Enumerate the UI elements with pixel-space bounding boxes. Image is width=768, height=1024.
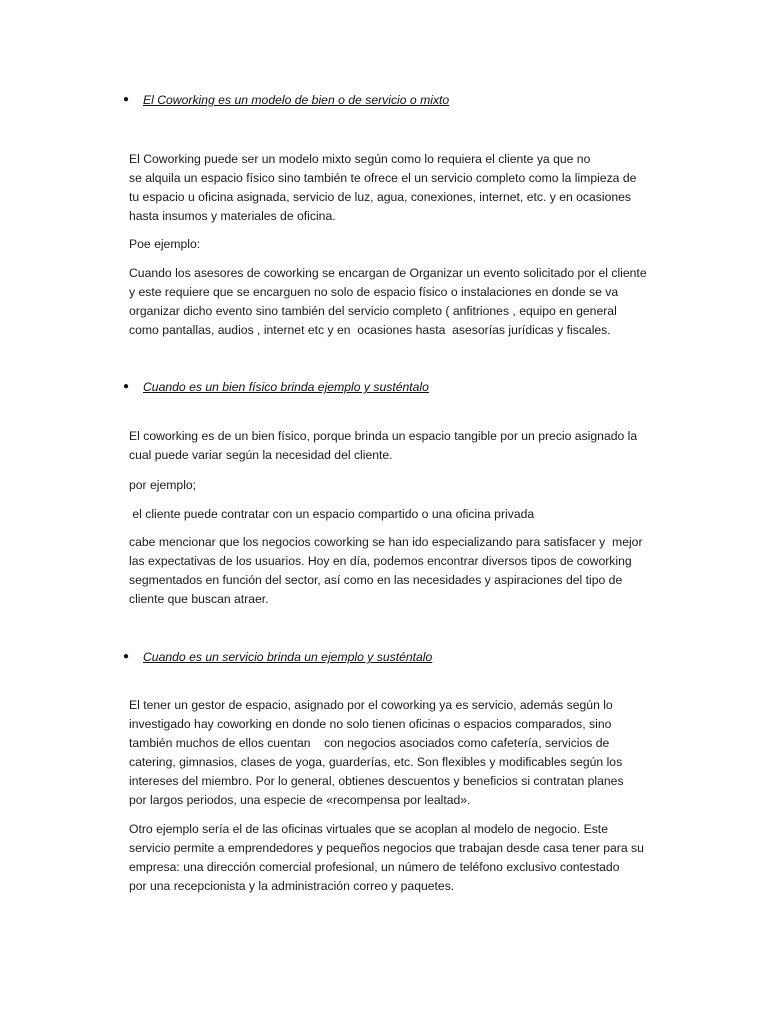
paragraph	[129, 476, 669, 495]
heading-text: Cuando es un bien físico brinda ejemplo y susténtalo	[143, 380, 429, 394]
section-heading-1	[123, 93, 450, 107]
text-line: El tener un gestor de espacio, asignado por el coworking ya es servicio, además según lo	[129, 698, 613, 712]
text-line: organizar dicho evento sino también del servicio completo ( anfitriones , equipo en general	[129, 304, 617, 318]
text-line: también muchos de ellos cuentan con negocios asociados como cafetería, servicios de	[129, 736, 610, 750]
text-line: Cuando los asesores de coworking se encargan de Organizar un evento solicitado por el cliente	[129, 266, 647, 280]
text-line: por largos periodos, una especie de «recompensa por lealtad».	[129, 793, 471, 807]
text-line: cliente que buscan atraer.	[129, 592, 269, 606]
text-line: catering, gimnasios, clases de yoga, guarderías, etc. Son flexibles y modificables según los	[129, 755, 623, 769]
text-line: El coworking es de un bien físico, porque brinda un espacio tangible por un precio asignado la	[129, 429, 638, 443]
bullet-icon: ●	[123, 651, 130, 662]
text-line: por una recepcionista y la administración correo y paquetes.	[129, 879, 455, 893]
paragraph	[129, 150, 669, 226]
heading-text: El Coworking es un modelo de bien o de servicio o mixto	[143, 93, 450, 107]
paragraph	[129, 820, 669, 896]
text-line: intereses del miembro. Por lo general, obtienes descuentos y beneficios si contratan planes	[129, 774, 624, 788]
text-line: Otro ejemplo sería el de las oficinas virtuales que se acoplan al modelo de negocio. Este	[129, 822, 608, 836]
text-line: y este requiere que se encarguen no solo de espacio físico o instalaciones en donde se va	[129, 285, 619, 299]
bullet-icon: ●	[123, 94, 130, 105]
text-line: empresa: una dirección comercial profesional, un número de teléfono exclusivo contestado	[129, 860, 620, 874]
text-line: Poe ejemplo:	[129, 237, 201, 251]
section-heading-3	[123, 650, 433, 664]
text-line: por ejemplo;	[129, 478, 197, 492]
text-line: tu espacio u oficina asignada, servicio de luz, agua, conexiones, internet, etc. y en ocasiones	[129, 190, 632, 204]
paragraph	[129, 696, 669, 810]
text-line: se alquila un espacio físico sino también te ofrece el un servicio completo como la limpieza de	[129, 171, 637, 185]
paragraph	[129, 235, 669, 254]
bullet-icon: ●	[123, 381, 130, 392]
text-line: las expectativas de los usuarios. Hoy en día, podemos encontrar diversos tipos de coworking	[129, 554, 632, 568]
paragraph	[129, 533, 669, 609]
text-line: el cliente puede contratar con un espacio compartido o una oficina privada	[129, 507, 535, 521]
section-heading-2	[123, 380, 429, 394]
text-line: hasta insumos y materiales de oficina.	[129, 209, 336, 223]
text-line: cual puede variar según la necesidad del cliente.	[129, 448, 393, 462]
text-line: investigado hay coworking en donde no solo tienen oficinas o espacios comparados, sino	[129, 717, 612, 731]
text-line: El Coworking puede ser un modelo mixto según como lo requiera el cliente ya que no	[129, 152, 591, 166]
text-line: cabe mencionar que los negocios coworking se han ido especializando para satisfacer y mejor	[129, 535, 643, 549]
paragraph	[129, 264, 669, 340]
text-line: segmentados en función del sector, así como en las necesidades y aspiraciones del tipo de	[129, 573, 623, 587]
paragraph	[129, 427, 669, 465]
paragraph	[129, 505, 669, 524]
text-line: servicio permite a emprendedores y pequeños negocios que trabajan desde casa tener para su	[129, 841, 644, 855]
text-line: como pantallas, audios , internet etc y en ocasiones hasta asesorías jurídicas y fiscales.	[129, 323, 611, 337]
heading-text: Cuando es un servicio brinda un ejemplo y susténtalo	[143, 650, 433, 664]
